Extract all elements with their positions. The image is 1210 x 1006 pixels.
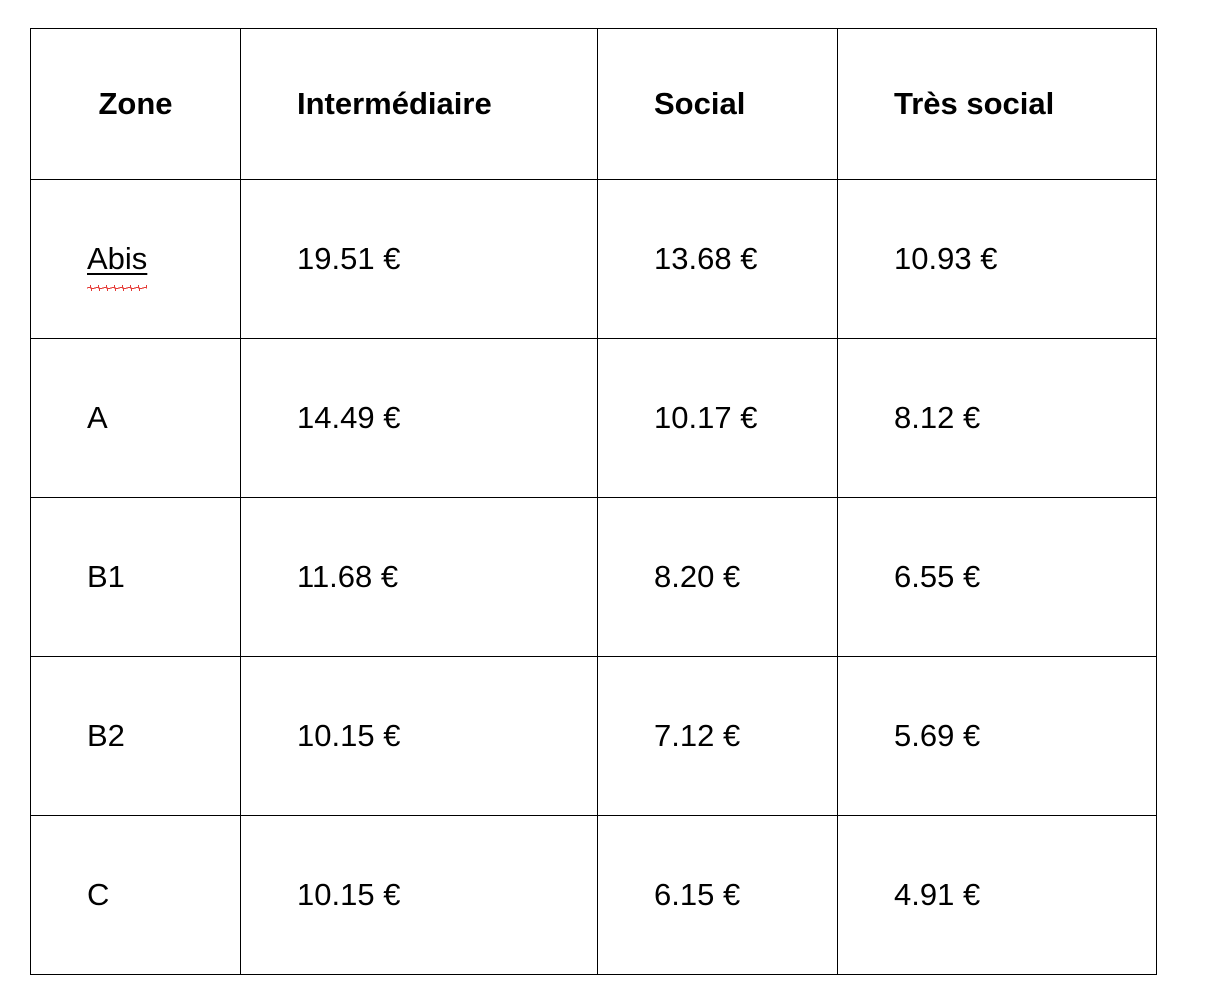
table-header — [31, 29, 1157, 180]
cell-zone: A — [31, 339, 241, 498]
table-row — [31, 657, 1157, 816]
document-body — [30, 28, 1156, 975]
column-header-intermediaire: Intermédiaire — [241, 29, 598, 180]
cell-intermediaire: 19.51 € — [241, 180, 598, 339]
misspelled-word: Abis — [87, 240, 147, 279]
cell-zone: B1 — [31, 498, 241, 657]
table-row — [31, 180, 1157, 339]
column-header-tres-social: Très social — [838, 29, 1157, 180]
table-row — [31, 816, 1157, 975]
table-row — [31, 498, 1157, 657]
cell-social: 10.17 € — [598, 339, 838, 498]
table-row — [31, 339, 1157, 498]
cell-zone: C — [31, 816, 241, 975]
cell-social: 6.15 € — [598, 816, 838, 975]
cell-intermediaire: 10.15 € — [241, 657, 598, 816]
cell-social: 8.20 € — [598, 498, 838, 657]
cell-tres-social: 4.91 € — [838, 816, 1157, 975]
table-header-row — [31, 29, 1157, 180]
cell-social: 13.68 € — [598, 180, 838, 339]
cell-tres-social: 5.69 € — [838, 657, 1157, 816]
rent-ceiling-table — [30, 28, 1157, 975]
cell-zone: B2 — [31, 657, 241, 816]
cell-tres-social: 8.12 € — [838, 339, 1157, 498]
cell-zone — [31, 180, 241, 339]
cell-tres-social: 6.55 € — [838, 498, 1157, 657]
cell-social: 7.12 € — [598, 657, 838, 816]
column-header-zone: Zone — [31, 29, 241, 180]
column-header-social: Social — [598, 29, 838, 180]
table-body — [31, 180, 1157, 975]
cell-intermediaire: 14.49 € — [241, 339, 598, 498]
cell-intermediaire: 11.68 € — [241, 498, 598, 657]
cell-intermediaire: 10.15 € — [241, 816, 598, 975]
cell-tres-social: 10.93 € — [838, 180, 1157, 339]
